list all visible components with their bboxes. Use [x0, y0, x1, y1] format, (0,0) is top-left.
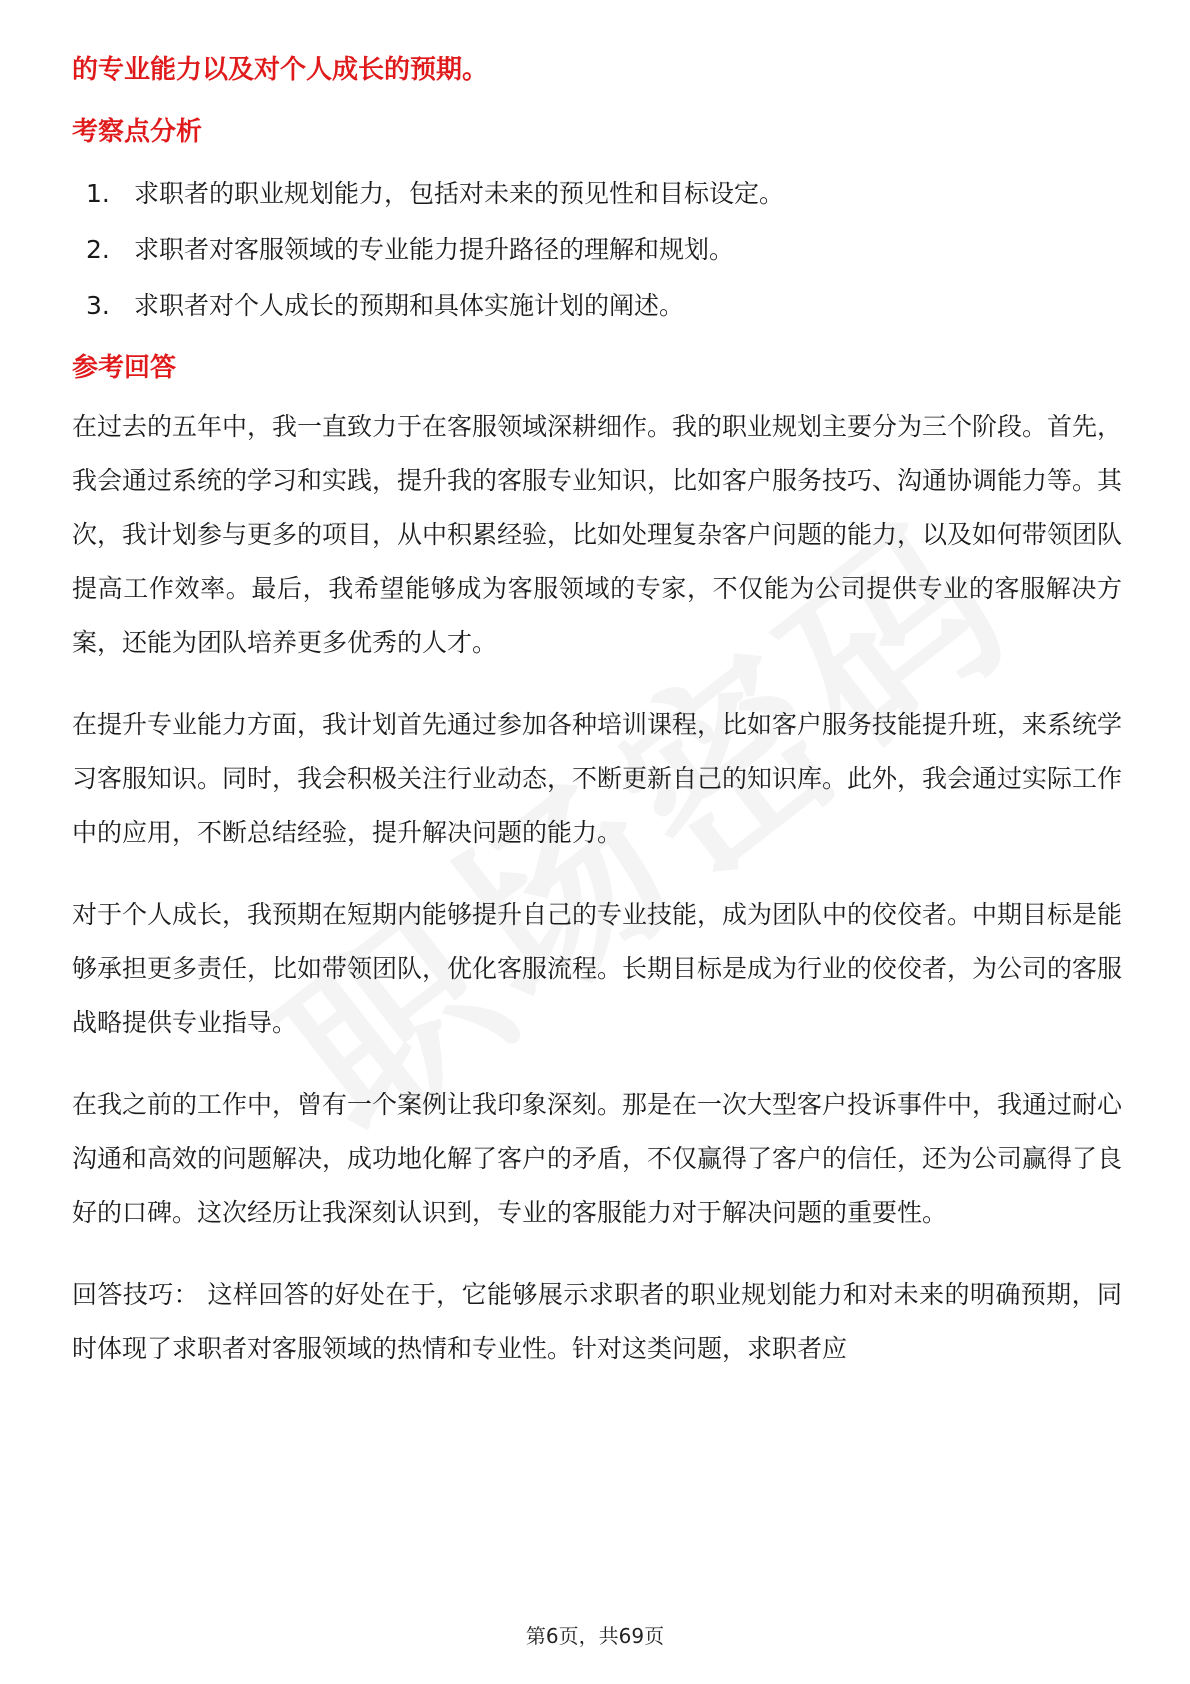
list-item [72, 288, 1122, 324]
page-number-footer: 第6页，共69页 [525, 1624, 665, 1648]
list-item-number: 2. [86, 235, 110, 264]
page-content [72, 52, 1122, 1376]
list-item [72, 232, 1122, 268]
list-item-text: 求职者对客服领域的专业能力提升路径的理解和规划。 [134, 235, 735, 264]
answer-paragraph-3: 对于个人成长，我预期在短期内能够提升自己的专业技能，成为团队中的佼佼者。中期目标是能够承担更多责任，比如带领团队，优化客服流程。长期目标是成为行业的佼佼者，为公司的客服战略提供专业指导。 [72, 900, 1123, 1037]
answer-paragraph-2: 在提升专业能力方面，我计划首先通过参加各种培训课程，比如客户服务技能提升班，来系统学习客服知识。同时，我会积极关注行业动态，不断更新自己的知识库。此外，我会通过实际工作中的应用，不断总结经验，提升解决问题的能力。 [72, 710, 1123, 847]
answer-heading: 参考回答 [72, 353, 177, 383]
list-item-text: 求职者的职业规划能力，包括对未来的预见性和目标设定。 [134, 179, 785, 208]
answer-tips-paragraph: 回答技巧： 这样回答的好处在于，它能够展示求职者的职业规划能力和对未来的明确预期，同时体现了求职者对客服领域的热情和专业性。针对这类问题，求职者应 [72, 1280, 1122, 1363]
list-item-number: 3. [86, 291, 110, 320]
lead-text: 的专业能力以及对个人成长的预期。 [72, 55, 489, 85]
answer-paragraph-1: 在过去的五年中，我一直致力于在客服领域深耕细作。我的职业规划主要分为三个阶段。首先，我会通过系统的学习和实践，提升我的客服专业知识，比如客户服务技巧、沟通协调能力等。其次，我计划参与更多的项目，从中积累经验，比如处理复杂客户问题的能力，以及如何带领团队提高工作效率。最后，我希望能够成为客服领域的专家，不仅能为公司提供专业的客服解决方案，还能为团队培养更多优秀的人才。 [72, 412, 1123, 657]
list-item-number: 1. [86, 179, 110, 208]
list-item-text: 求职者对个人成长的预期和具体实施计划的阐述。 [134, 291, 685, 320]
analysis-heading: 考察点分析 [72, 117, 203, 147]
analysis-list [72, 176, 1122, 324]
answer-paragraph-4: 在我之前的工作中，曾有一个案例让我印象深刻。那是在一次大型客户投诉事件中，我通过耐心沟通和高效的问题解决，成功地化解了客户的矛盾，不仅赢得了客户的信任，还为公司赢得了良好的口碑。这次经历让我深刻认识到，专业的客服能力对于解决问题的重要性。 [72, 1090, 1123, 1227]
list-item [72, 176, 1122, 212]
